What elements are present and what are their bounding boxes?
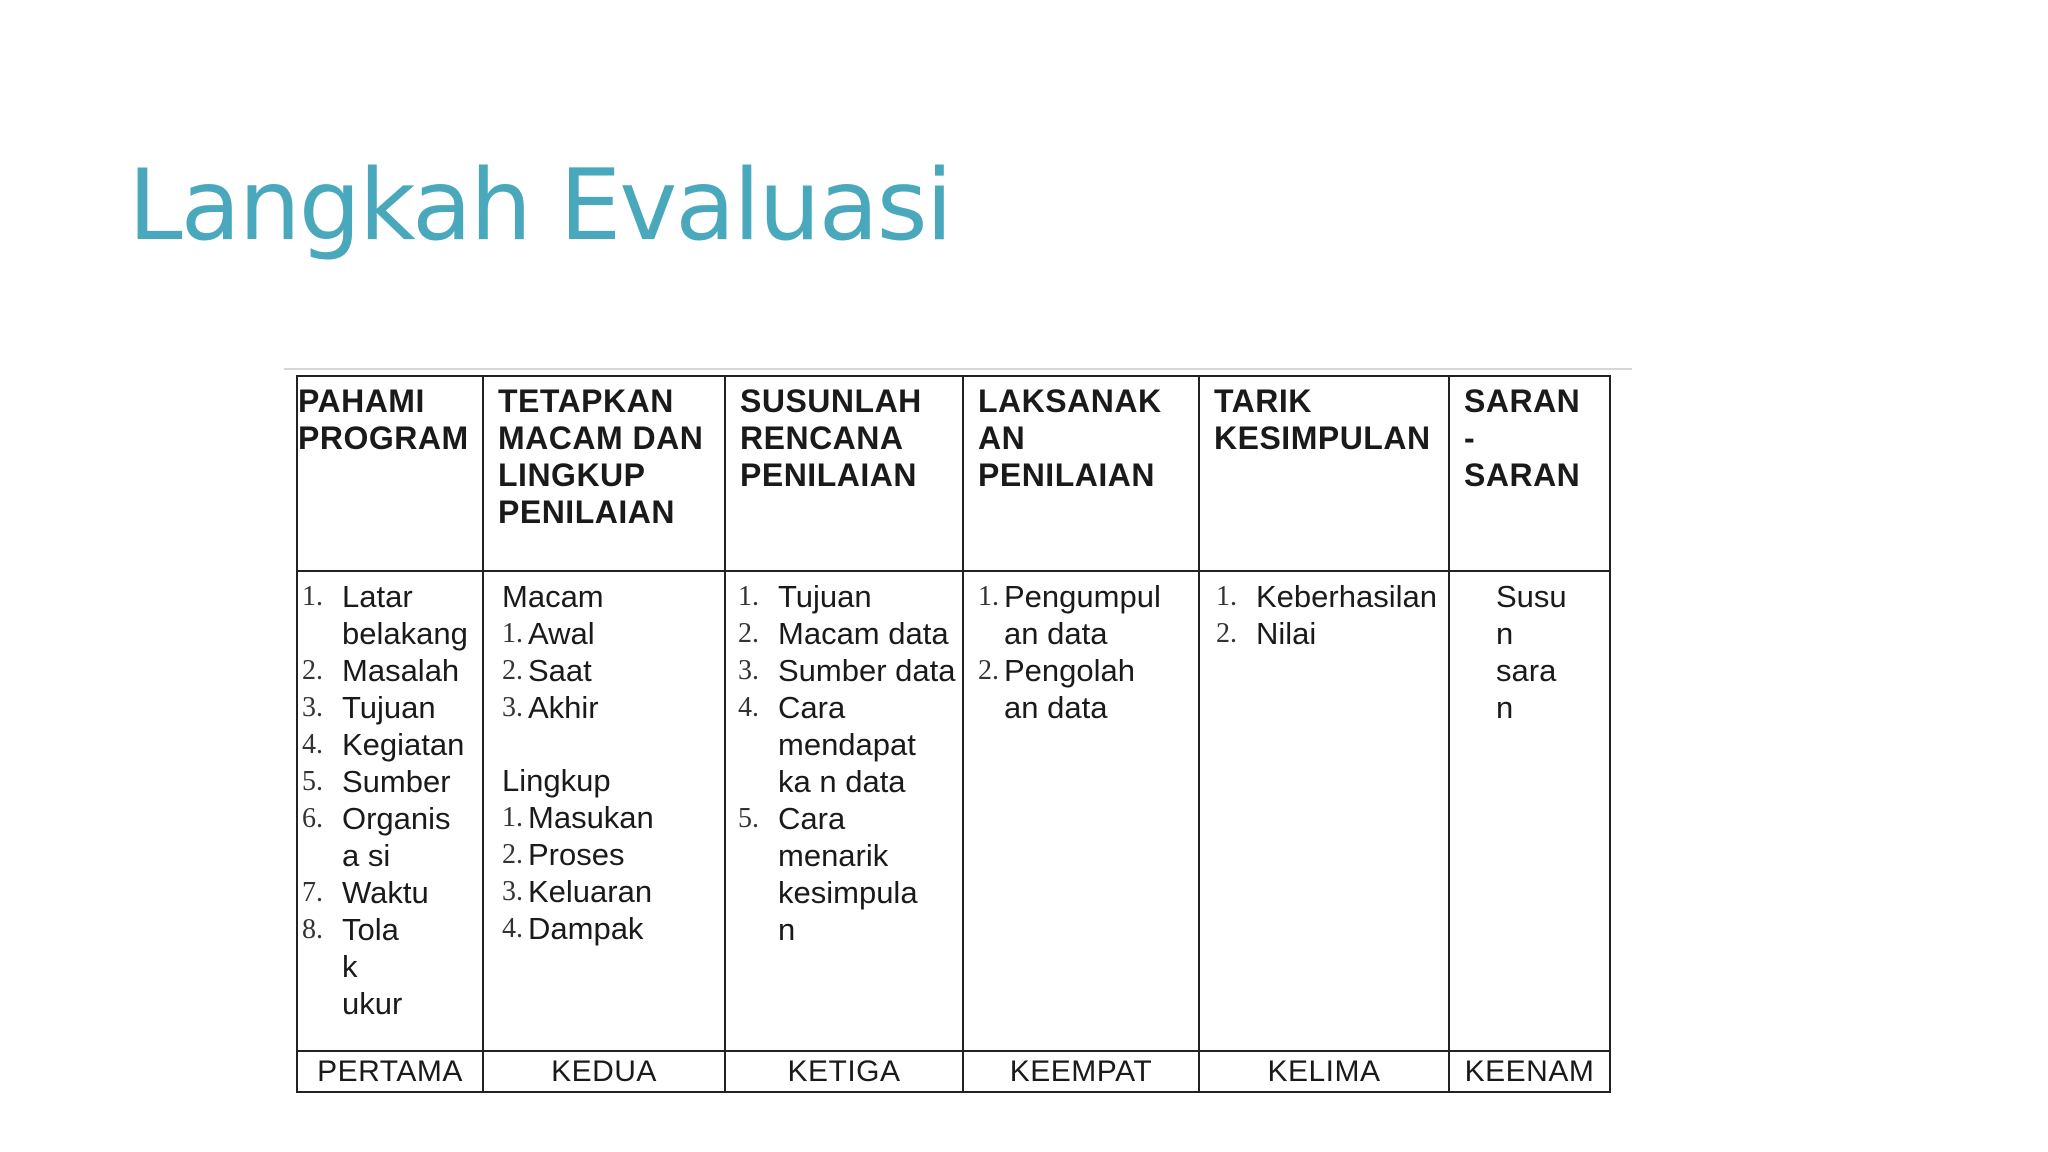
item-number: 1.: [302, 581, 323, 612]
item-number: 2.: [1216, 618, 1237, 649]
program-aspects-list: [302, 578, 478, 1022]
lingkup-list: [488, 799, 720, 947]
list-item: [302, 578, 478, 652]
list-item: [730, 800, 958, 948]
header-text: RENCANA: [740, 420, 904, 456]
item-text: Proses: [528, 837, 625, 872]
item-text: Pengolah: [1004, 653, 1136, 688]
item-text: Sumber: [342, 764, 451, 799]
item-text: Akhir: [528, 690, 599, 725]
header-text: SARAN: [1464, 383, 1581, 419]
item-text: a si: [342, 838, 391, 873]
item-text: sara: [1496, 653, 1557, 688]
list-item: [730, 615, 958, 652]
footer-cell: KEENAM: [1449, 1051, 1610, 1092]
list-item: [302, 874, 478, 911]
table-body-row: [297, 571, 1610, 1051]
item-text: an data: [1004, 616, 1108, 651]
slide-title: Langkah Evaluasi: [128, 149, 951, 263]
header-text: SARAN: [1464, 457, 1581, 493]
list-item: [730, 578, 958, 615]
item-number: 3.: [738, 655, 759, 686]
body-cell-1: [297, 571, 483, 1051]
header-text: MACAM DAN: [498, 420, 704, 456]
item-text: mendapat: [778, 727, 916, 762]
item-number: 2.: [302, 655, 323, 686]
header-cell-5: [1199, 376, 1449, 571]
item-text: Macam data: [778, 616, 949, 651]
item-number: 8.: [302, 914, 323, 945]
suggestion-text: [1454, 578, 1605, 726]
list-item: [730, 689, 958, 800]
item-text: Nilai: [1256, 616, 1317, 651]
macam-list: [488, 615, 720, 726]
header-cell-1: [297, 376, 483, 571]
conclusion-list: [1204, 578, 1444, 652]
item-number: 7.: [302, 877, 323, 908]
list-item: [502, 836, 720, 873]
item-number: 1.: [978, 581, 999, 612]
item-text: Sumber data: [778, 653, 956, 688]
header-text: PENILAIAN: [498, 494, 675, 530]
item-text: Awal: [528, 616, 595, 651]
item-number: 5.: [302, 766, 323, 797]
body-cell-4: [963, 571, 1199, 1051]
plan-list: [730, 578, 958, 948]
item-text: Dampak: [528, 911, 644, 946]
item-text: Organis: [342, 801, 451, 836]
list-item: [302, 911, 478, 1022]
list-item: [502, 873, 720, 910]
item-number: 2.: [502, 839, 523, 870]
list-item: [302, 689, 478, 726]
item-number: 5.: [738, 803, 759, 834]
list-item: [302, 652, 478, 689]
footer-cell: PERTAMA: [297, 1051, 483, 1092]
list-item: [302, 726, 478, 763]
list-item: [502, 910, 720, 947]
item-number: 1.: [738, 581, 759, 612]
header-text: PENILAIAN: [740, 457, 917, 493]
item-text: k: [342, 949, 358, 984]
item-text: ukur: [342, 986, 403, 1021]
item-text: Saat: [528, 653, 592, 688]
header-text: AN: [978, 420, 1026, 456]
body-cell-3: [725, 571, 963, 1051]
list-item: [968, 578, 1194, 652]
item-text: Masalah: [342, 653, 460, 688]
item-text: ka n data: [778, 764, 906, 799]
header-text: LAKSANAK: [978, 383, 1162, 419]
item-text: Cara: [778, 690, 846, 725]
table-footer-row: [297, 1051, 1610, 1092]
body-cell-6: [1449, 571, 1610, 1051]
table-header-row: [297, 376, 1610, 571]
header-cell-6: [1449, 376, 1610, 571]
header-text: -: [1464, 420, 1476, 456]
list-item: [502, 799, 720, 836]
item-text: Tola: [342, 912, 399, 947]
item-number: 4.: [502, 913, 523, 944]
item-text: kesimpula: [778, 875, 918, 910]
item-number: 3.: [502, 876, 523, 907]
item-text: Kegiatan: [342, 727, 465, 762]
item-number: 4.: [738, 692, 759, 723]
item-number: 3.: [302, 692, 323, 723]
item-text: Masukan: [528, 800, 654, 835]
item-number: 2.: [978, 655, 999, 686]
body-cell-2: [483, 571, 725, 1051]
item-text: n: [1496, 616, 1514, 651]
item-number: 2.: [738, 618, 759, 649]
table-top-rule: [284, 368, 1632, 370]
header-text: LINGKUP: [498, 457, 646, 493]
macam-label: Macam: [502, 579, 604, 614]
item-text: Tujuan: [342, 690, 436, 725]
item-number: 1.: [502, 618, 523, 649]
list-item: [968, 652, 1194, 726]
item-text: Waktu: [342, 875, 429, 910]
item-text: Susu: [1496, 579, 1567, 614]
header-cell-4: [963, 376, 1199, 571]
item-text: n: [778, 912, 796, 947]
item-number: 3.: [502, 692, 523, 723]
header-text: TETAPKAN: [498, 383, 674, 419]
footer-cell: KETIGA: [725, 1051, 963, 1092]
item-number: 2.: [502, 655, 523, 686]
evaluation-steps-table-figure: [284, 368, 1632, 1086]
list-item: [1204, 615, 1444, 652]
header-text: KESIMPULAN: [1214, 420, 1431, 456]
header-text: PAHAMI: [298, 383, 425, 419]
item-text: Pengumpul: [1004, 579, 1161, 614]
header-text: SUSUNLAH: [740, 383, 922, 419]
item-text: menarik: [778, 838, 889, 873]
item-text: Cara: [778, 801, 846, 836]
item-number: 1.: [502, 802, 523, 833]
item-number: 1.: [1216, 581, 1237, 612]
lingkup-label: Lingkup: [502, 763, 611, 798]
list-item: [502, 689, 720, 726]
list-item: [302, 763, 478, 800]
header-cell-2: [483, 376, 725, 571]
item-text: an data: [1004, 690, 1108, 725]
header-text: TARIK: [1214, 383, 1312, 419]
item-text: n: [1496, 690, 1514, 725]
item-text: Keberhasilan: [1256, 579, 1437, 614]
item-text: Tujuan: [778, 579, 872, 614]
header-text: PENILAIAN: [978, 457, 1155, 493]
item-text: Keluaran: [528, 874, 653, 909]
item-text: Latar: [342, 579, 413, 614]
item-text: belakang: [342, 616, 468, 651]
item-number: 6.: [302, 803, 323, 834]
footer-cell: KELIMA: [1199, 1051, 1449, 1092]
header-cell-3: [725, 376, 963, 571]
item-number: 4.: [302, 729, 323, 760]
body-cell-5: [1199, 571, 1449, 1051]
list-item: [730, 652, 958, 689]
footer-cell: KEDUA: [483, 1051, 725, 1092]
list-item: [502, 615, 720, 652]
list-item: [302, 800, 478, 874]
footer-cell: KEEMPAT: [963, 1051, 1199, 1092]
list-item: [1204, 578, 1444, 615]
header-text: PROGRAM: [298, 420, 469, 456]
execution-list: [968, 578, 1194, 726]
list-item: [502, 652, 720, 689]
evaluation-steps-table: [296, 375, 1611, 1093]
